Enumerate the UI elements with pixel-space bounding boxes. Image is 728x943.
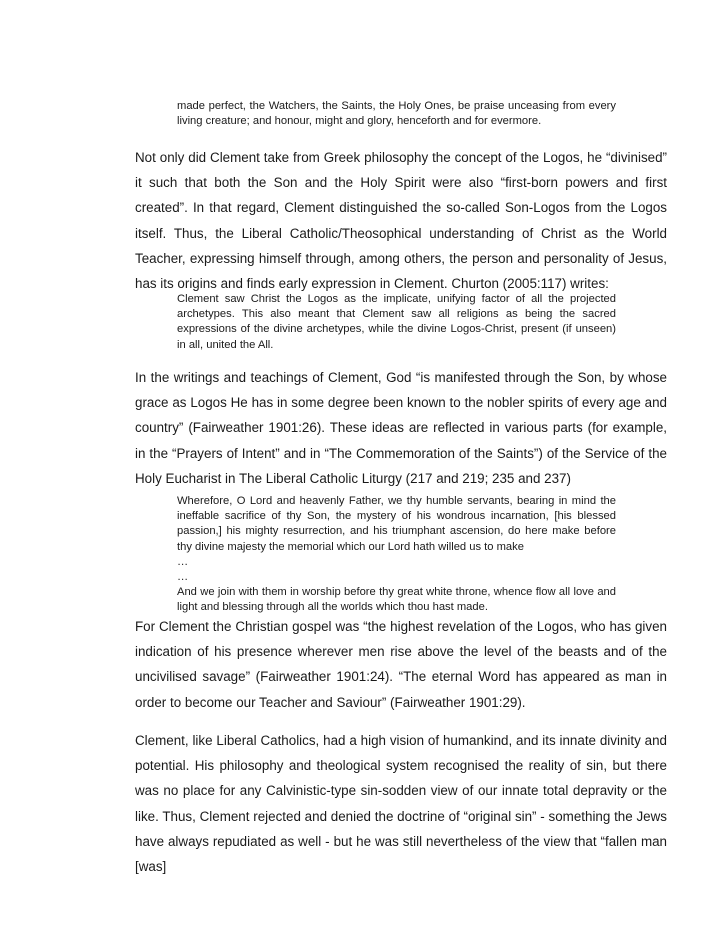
liturgy-ellipsis-2: … <box>177 571 189 584</box>
liturgy-quote-closing: And we join with them in worship before thy great white throne, whence flow all love and light and blessing through all the worlds which thou hast made. <box>177 586 616 614</box>
paragraph-god-manifested: In the writings and teachings of Clement, God “is manifested through the Son, by whose grace as Logos He has in some degree been known to the nobler spirits of every age and country” (Fairweather 1901:26). These ideas are reflected in various parts (for example, in the “Prayers of Intent” and in “The Commemoration of the Saints”) of the Service of the Holy Eucharist in The Liberal Catholic Liturgy (217 and 219; 235 and 237) <box>135 370 667 486</box>
block-quote-liturgy <box>177 494 616 616</box>
liturgy-ellipsis-1: … <box>177 555 189 568</box>
paragraph-christian-gospel: For Clement the Christian gospel was “the highest revelation of the Logos, who has given indication of his presence wherever men rise above the level of the beasts and of the uncivilised savage” (Fairweather 1901:24). “The eternal Word has appeared as man in order to become our Teacher and Saviour” (Fairweather 1901:29). <box>135 619 667 710</box>
block-quote-churton: Clement saw Christ the Logos as the implicate, unifying factor of all the projected archetypes. This also meant that Clement saw all religions as being the sacred expressions of the divine archetypes, while the divine Logos-Christ, present (if unseen) in all, united the All. <box>177 293 616 351</box>
paragraph-clement-logos: Not only did Clement take from Greek philosophy the concept of the Logos, he “divinised” it such that both the Son and the Holy Spirit were also “first-born powers and first created”. In that regard, Clement distinguished the so-called Son-Logos from the Logos itself. Thus, the Liberal Catholic/Theosophical understanding of Christ as the World Teacher, expressing himself through, among others, the person and personality of Jesus, has its origins and finds early expression in Clement. Churton (2005:117) writes: <box>135 150 667 292</box>
paragraph-vision-humankind: Clement, like Liberal Catholics, had a high vision of humankind, and its innate divinity and potential. His philosophy and theological system recognised the reality of sin, but there was no place for any Calvinistic-type sin-sodden view of our innate total depravity or the like. Thus, Clement rejected and denied the doctrine of “original sin” - something the Jews have always repudiated as well - but he was still nevertheless of the view that “fallen man [was] <box>135 733 667 875</box>
block-quote-doxology: made perfect, the Watchers, the Saints, the Holy Ones, be praise unceasing from every living creature; and honour, might and glory, henceforth and for evermore. <box>177 100 616 128</box>
liturgy-quote-main: Wherefore, O Lord and heavenly Father, we thy humble servants, bearing in mind the ineffable sacrifice of thy Son, the mystery of his wondrous incarnation, [his blessed passion,] his mighty resurrection, and his triumphant ascension, do here make before thy divine majesty the memorial which our Lord hath willed us to make <box>177 495 616 553</box>
